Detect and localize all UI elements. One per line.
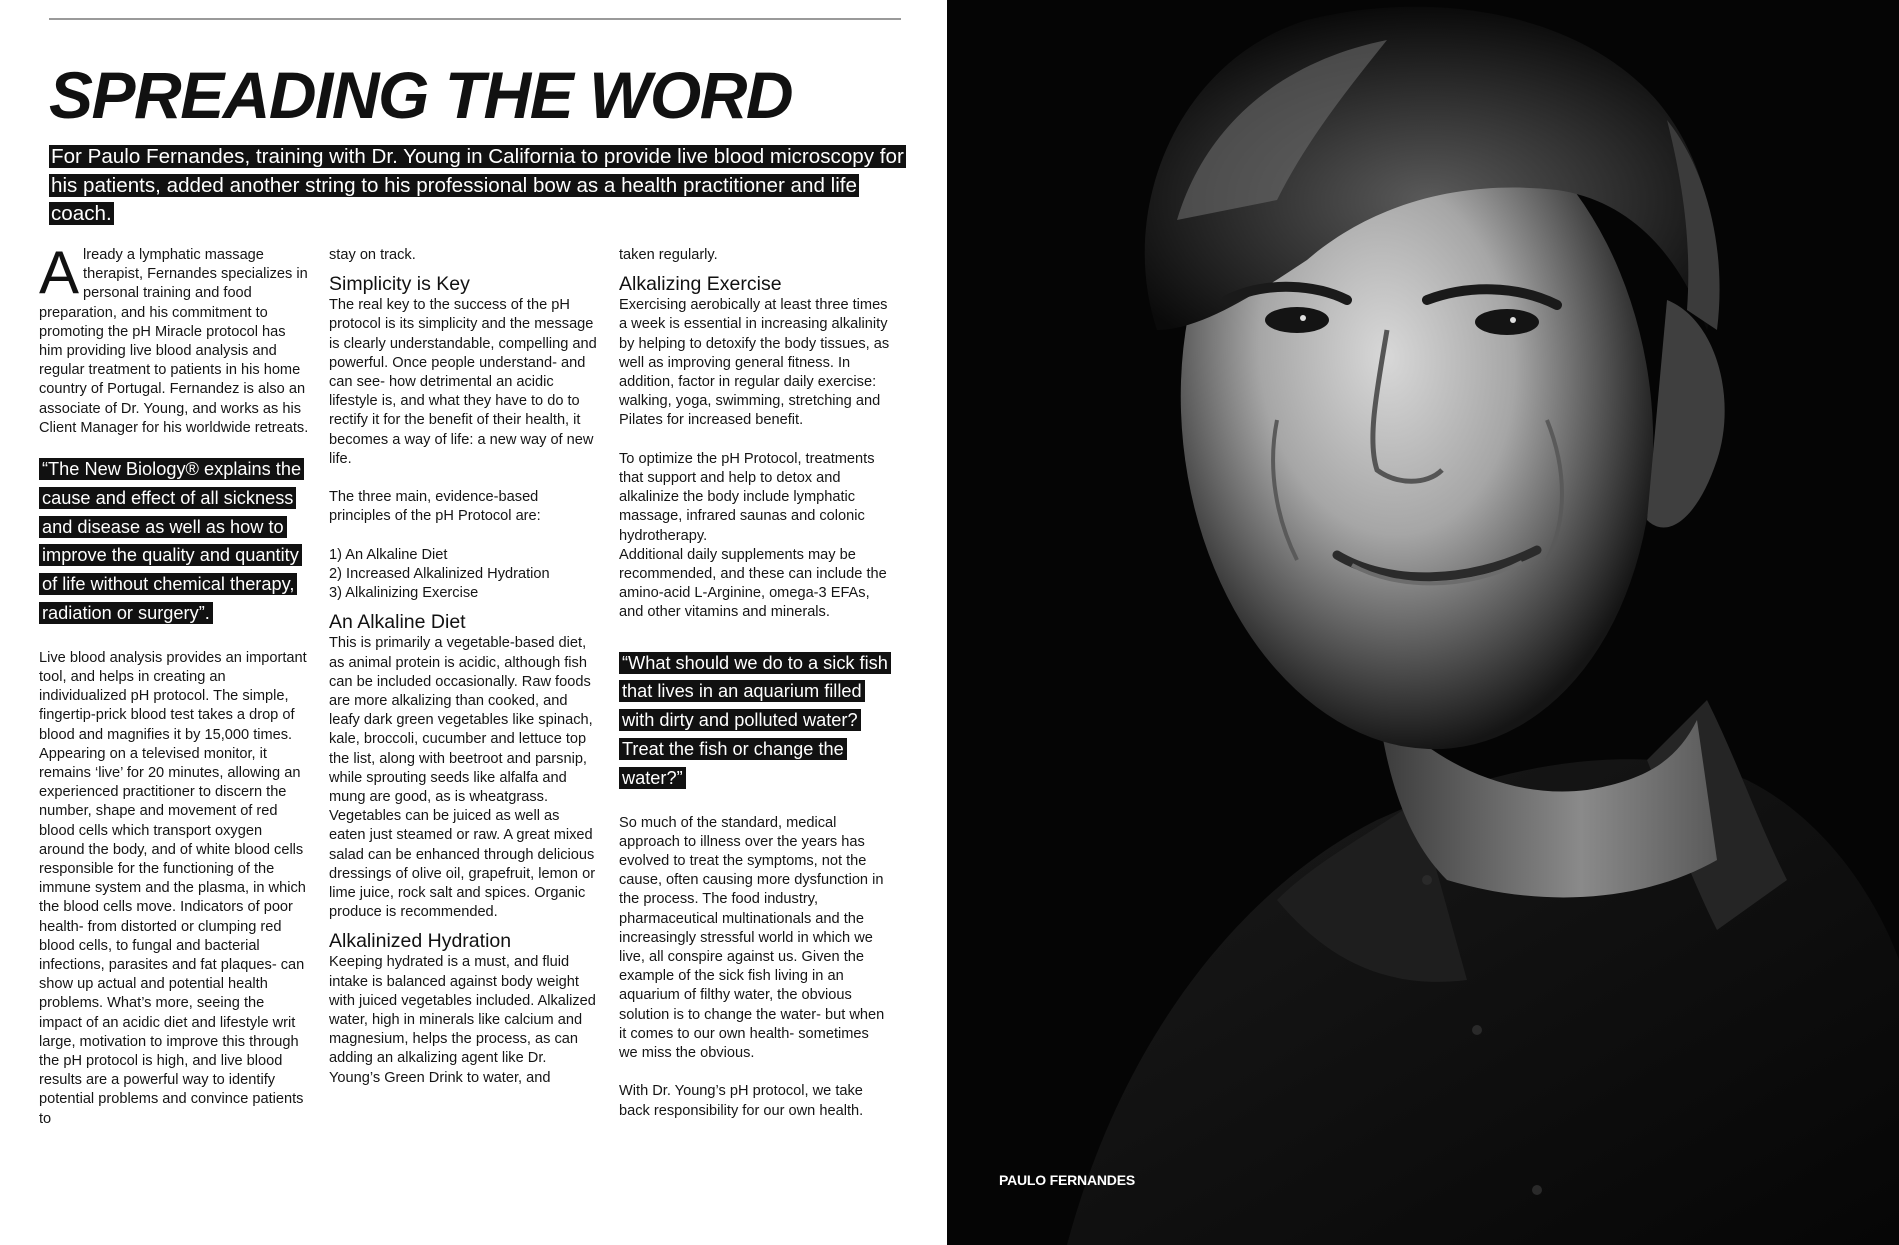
column-2 [329, 246, 599, 1088]
article-page [0, 0, 947, 1245]
pullquote-1-text: “The New Biology® explains the cause and effect of all sickness and disease as well as how to improve the quality and quantity of life without chemical therapy, radiation or surgery”. [39, 458, 304, 624]
pullquote-2 [619, 649, 891, 793]
pullquote-2-text: “What should we do to a sick fish that lives in an aquarium filled with dirty and polluted water? Treat the fish or change the water?” [619, 652, 891, 789]
supplements-paragraph: Additional daily supplements may be recommended, and these can include the amino-acid L-Arginine, omega-3 EFAs, and other vitamins and minerals. [619, 546, 887, 621]
exercise-paragraph: Exercising aerobically at least three times a week is essential in increasing alkalinity by helping to detoxify the body tissues, as well as improving general fitness. In addition, factor in regular daily exercise: walking, yoga, swimming, stretching and Pilates for increased benefit. [619, 297, 890, 429]
subhead-simplicity: Simplicity is Key [329, 273, 470, 296]
continued-text: stay on track. [329, 247, 416, 263]
standard-approach-paragraph: So much of the standard, medical approach to illness over the years has evolved to treat the symptoms, not the cause, often causing more dysfunction in the process. The food industry, pharmaceutical multinationals and the increasingly stressful world in which we live, all conspire against us. Given the example of the sick fish living in an aquarium of filthy water, the obvious solution is to change the water- but when it comes to our own health- sometimes we miss the obvious. [619, 814, 885, 1062]
body-paragraph: Live blood analysis provides an important tool, and helps in creating an individualized pH protocol. The simple, fingertip-prick blood test takes a drop of blood and magnifies it by 15,000 times. Appearing on a televised monitor, it remains ‘live’ for 20 minutes, allowing an experienced practitioner to discern the number, shape and movement of red blood cells which transport oxygen around the body, and of white blood cells responsible for the functioning of the immune system and the plasma, in which the blood cells move. Indicators of poor health- from distorted or clumping red blood cells, to fungal and bacterial infections, parasites and fat plaques- can show up actual and potential health problems. What’s more, seeing the impact of an acidic diet and lifestyle writ large, motivation to improve this through the pH protocol is high, and live blood results are a powerful way to identify potential problems and convince patients to [39, 649, 307, 1127]
simplicity-paragraph: The real key to the success of the pH protocol is its simplicity and the message is clearly understandable, compelling and powerful. Once people understand- and can see- how detrimental an acidic lifestyle is, and what they have to do to rectify it for the benefit of their health, it becomes a way of life: a new way of new life. [329, 297, 597, 467]
continued-text-2: taken regularly. [619, 247, 718, 263]
principle-item-2: 2) Increased Alkalinized Hydration [329, 566, 550, 583]
standfirst-text: For Paulo Fernandes, training with Dr. Young in California to provide live blood microscopy for his patients, added another string to his professional bow as a health practitioner and life coach. [51, 145, 904, 226]
alkaline-diet-paragraph: This is primarily a vegetable-based diet, as animal protein is acidic, although fish can be included occasionally. Raw foods are more alkalizing than cooked, and leafy dark green vegetables like spinach, kale, broccoli, cucumber and lettuce top the list, along with beetroot and parsnip, while sprouting seeds like alfalfa and mung are good, as is wheatgrass. Vegetables can be juiced as well as eaten just steamed or raw. A great mixed salad can be enhanced through delicious dressings of olive oil, grapefruit, lemon or lime juice, rock salt and spices. Organic produce is recommended. [329, 635, 596, 921]
subhead-hydration: Alkalinized Hydration [329, 930, 512, 953]
pullquote-1 [39, 455, 309, 628]
standfirst [49, 143, 909, 229]
portrait-photo [947, 0, 1899, 1245]
subhead-exercise: Alkalizing Exercise [619, 273, 782, 296]
article-headline: SPREADING THE WORD [49, 58, 793, 132]
drop-cap: A [39, 239, 80, 306]
principle-item-3: 3) Alkalinizing Exercise [329, 585, 479, 602]
principle-item-1: 1) An Alkaline Diet [329, 546, 448, 563]
top-rule [49, 18, 901, 20]
column-3 [619, 246, 891, 1121]
portrait-page [947, 0, 1899, 1245]
closing-paragraph: With Dr. Young’s pH protocol, we take back responsibility for our own health. [619, 1083, 864, 1119]
intro-paragraph [39, 239, 309, 438]
intro-text: lready a lymphatic massage therapist, Fernandes specializes in personal training and food preparation, and his commitment to promoting the pH Miracle protocol has him providing live blood analysis and regular treatment to patients in his home country of Portugal. Fernandez is also an associate of Dr. Young, and works as his Client Manager for his worldwide retreats. [39, 247, 309, 436]
subhead-alkaline-diet: An Alkaline Diet [329, 611, 466, 634]
principles-intro: The three main, evidence-based principles of the pH Protocol are: [329, 489, 541, 525]
hydration-paragraph: Keeping hydrated is a must, and fluid intake is balanced against body weight with juiced vegetables included. Alkalized water, high in minerals like calcium and magnesium, helps the process, as can adding an alkalizing agent like Dr. Young’s Green Drink to water, and [329, 954, 596, 1086]
column-1 [39, 239, 309, 1129]
photo-caption: PAULO FERNANDES [999, 1172, 1135, 1188]
treatments-paragraph: To optimize the pH Protocol, treatments that support and help to detox and alkalinize the body include lymphatic massage, infrared saunas and colonic hydrotherapy. [619, 450, 875, 544]
